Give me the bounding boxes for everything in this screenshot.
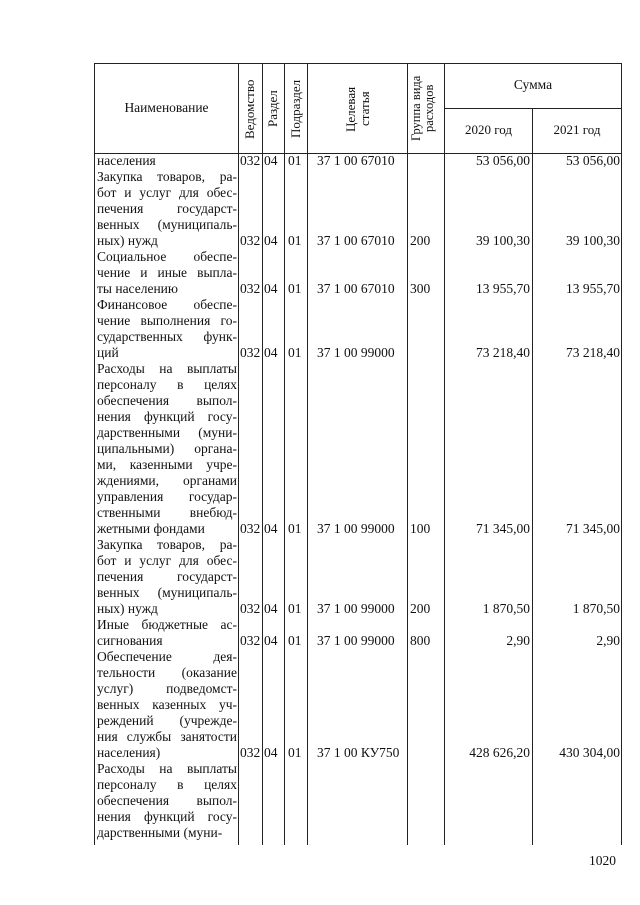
row-name-line: дарственными (муни- [97,425,237,440]
row-name-line: персоналу в целях [97,377,237,392]
row-vedomstvo: 032 [240,521,261,536]
row-podrazdel: 01 [288,345,302,360]
header-tselevaya-line1: Целевая [343,86,358,132]
header-gruppa-vida-raskhodov [410,66,436,150]
row-name-line: обеспечения выпол- [97,793,237,808]
row-tselevaya-statya: 37 1 00 99000 [317,633,395,648]
row-name-line: сударственных функ- [97,329,237,344]
row-sum-2021: 71 345,00 [566,521,620,536]
row-name [97,297,237,361]
col-border-razd [262,63,263,845]
row-name-line: венных (муниципаль- [97,585,237,600]
row-name-line: персоналу в целях [97,777,237,792]
row-name-line: ственными внебюд- [97,505,237,520]
row-name-line: тельности (оказание [97,665,237,680]
row-name-line: печения государст- [97,201,237,216]
row-name [97,249,237,297]
header-razdel: Раздел [265,90,280,128]
row-gruppa: 200 [410,601,431,616]
row-name-line: населения [97,153,156,168]
row-sum-2021: 2,90 [596,633,620,648]
row-vedomstvo: 032 [240,745,261,760]
row-name-line: дарственными (муни- [97,825,223,840]
row-gruppa: 200 [410,233,431,248]
row-razdel: 04 [264,233,278,248]
row-name-line: чение и иные выпла- [97,265,237,280]
row-sum-2021: 39 100,30 [566,233,620,248]
row-sum-2020: 2,90 [506,633,530,648]
row-tselevaya-statya: 37 1 00 99000 [317,345,395,360]
row-gruppa: 300 [410,281,431,296]
row-podrazdel: 01 [288,153,302,168]
row-name [97,153,237,169]
row-sum-2021: 430 304,00 [559,745,620,760]
row-tselevaya-statya: 37 1 00 КУ750 [317,745,400,760]
row-podrazdel: 01 [288,633,302,648]
row-podrazdel: 01 [288,233,302,248]
col-border-tsel [307,63,308,845]
header-tselevaya-statya [344,70,372,148]
row-name-line: услуг) подведомст- [97,681,237,696]
col-border-right [621,63,622,845]
row-podrazdel: 01 [288,521,302,536]
page-number: 1020 [589,853,616,868]
row-sum-2021: 73 218,40 [566,345,620,360]
row-vedomstvo: 032 [240,153,261,168]
header-name: Наименование [124,100,209,115]
row-name-line: печения государст- [97,569,237,584]
row-name-line: венных (муниципаль- [97,217,237,232]
header-summa: Сумма [513,77,553,92]
row-name-line: Закупка товаров, ра- [97,169,237,184]
row-name [97,761,237,841]
row-gruppa: 800 [410,633,431,648]
row-name-line: обеспечения выпол- [97,393,237,408]
row-sum-2020: 71 345,00 [476,521,530,536]
col-border-podr [284,63,285,845]
row-name-line: сигнования [97,633,163,648]
header-year-2020: 2020 год [465,122,512,137]
col-border-left [94,63,95,845]
row-name [97,649,237,761]
header-vedomstvo: Ведомство [242,79,257,139]
row-name-line: ных) нужд [97,601,158,616]
row-name-line: бот и услуг для обес- [97,553,237,568]
header-gruppa-line2: расходов [422,84,436,132]
row-name [97,169,237,249]
row-name-line: реждений (учрежде- [97,713,237,728]
row-name-line: чение выполнения го- [97,313,237,328]
row-razdel: 04 [264,633,278,648]
row-sum-2020: 1 870,50 [482,601,530,616]
row-name-line: Расходы на выплаты [97,761,237,776]
header-tselevaya-line2: статья [357,91,372,127]
row-sum-2021: 1 870,50 [572,601,620,616]
row-name-line: жетными фондами [97,521,205,536]
col-border-2021 [532,108,533,845]
row-razdel: 04 [264,281,278,296]
table-top-border [94,63,622,64]
row-razdel: 04 [264,153,278,168]
row-name-line: ния службы занятости [97,729,237,744]
col-border-grp [407,63,408,845]
row-podrazdel: 01 [288,281,302,296]
row-name-line: управления государ- [97,489,237,504]
row-podrazdel: 01 [288,745,302,760]
row-tselevaya-statya: 37 1 00 99000 [317,521,395,536]
row-name-line: Закупка товаров, ра- [97,537,237,552]
row-name-line: ципальными) органа- [97,441,237,456]
row-sum-2020: 428 626,20 [469,745,530,760]
row-name-line: Социальное обеспе- [97,249,237,264]
col-border-sum [444,63,445,845]
row-sum-2020: 73 218,40 [476,345,530,360]
row-vedomstvo: 032 [240,345,261,360]
row-sum-2021: 53 056,00 [566,153,620,168]
row-name-line: населения) [97,745,161,760]
row-podrazdel: 01 [288,601,302,616]
row-name-line: Расходы на выплаты [97,361,237,376]
row-sum-2020: 13 955,70 [476,281,530,296]
row-tselevaya-statya: 37 1 00 99000 [317,601,395,616]
row-name-line: ми, казенными учре- [97,457,237,472]
row-sum-2020: 39 100,30 [476,233,530,248]
row-sum-2020: 53 056,00 [476,153,530,168]
row-name-line: ждениями, органами [97,473,237,488]
row-tselevaya-statya: 37 1 00 67010 [317,281,395,296]
row-sum-2021: 13 955,70 [566,281,620,296]
header-sum-divider [444,108,622,109]
row-name-line: Обеспечение дея- [97,649,237,664]
row-name-line: ций [97,345,119,360]
row-tselevaya-statya: 37 1 00 67010 [317,233,395,248]
row-name-line: Финансовое обеспе- [97,297,237,312]
row-name-line: Иные бюджетные ас- [97,617,237,632]
row-name-line: ты населению [97,281,178,296]
row-vedomstvo: 032 [240,233,261,248]
row-vedomstvo: 032 [240,281,261,296]
row-name-line: нения функций госу- [97,809,237,824]
row-razdel: 04 [264,745,278,760]
row-name-line: бот и услуг для обес- [97,185,237,200]
row-name [97,361,237,537]
row-gruppa: 100 [410,521,431,536]
col-border-ved [238,63,239,845]
row-razdel: 04 [264,521,278,536]
row-vedomstvo: 032 [240,633,261,648]
row-vedomstvo: 032 [240,601,261,616]
row-name-line: венных казенных уч- [97,697,237,712]
row-razdel: 04 [264,345,278,360]
row-razdel: 04 [264,601,278,616]
row-name-line: ных) нужд [97,233,158,248]
row-name [97,537,237,617]
header-year-2021: 2021 год [553,122,601,137]
header-gruppa-line1: Группа вида [409,75,423,141]
row-name [97,617,237,649]
row-name-line: нения функций госу- [97,409,237,424]
header-podrazdel: Подраздел [288,79,303,139]
row-tselevaya-statya: 37 1 00 67010 [317,153,395,168]
